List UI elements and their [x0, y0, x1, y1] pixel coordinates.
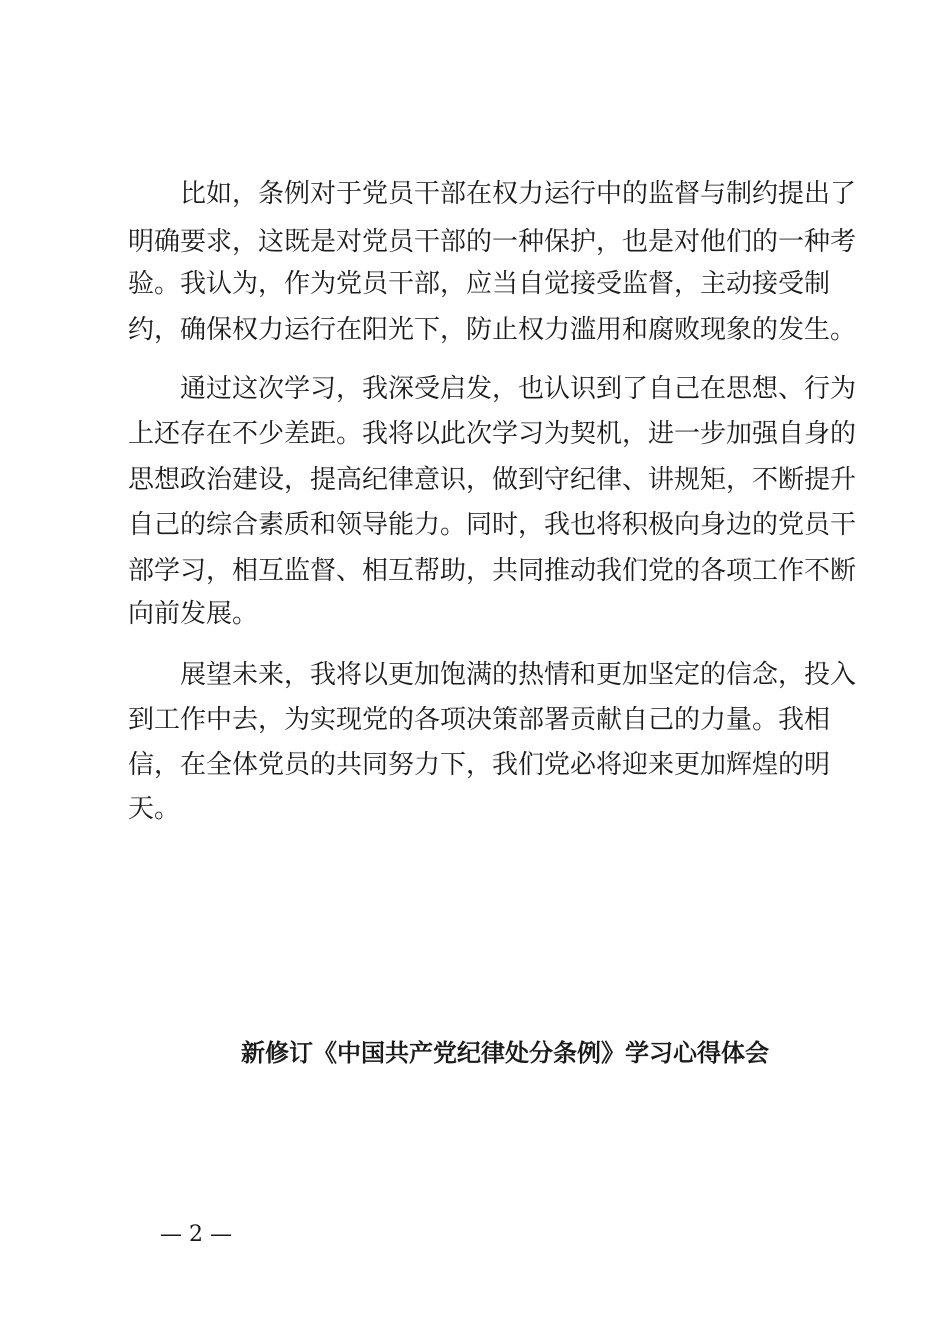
- paragraph-line: 明确要求，这既是对党员干部的一种保护，也是对他们的一种考: [128, 227, 857, 257]
- paragraph-line: 部学习，相互监督、相互帮助，共同推动我们党的各项工作不断: [128, 556, 857, 586]
- paragraph-line: 约，确保权力运行在阳光下，防止权力滥用和腐败现象的发生。: [128, 315, 857, 345]
- paragraph-line: 向前发展。: [128, 599, 259, 629]
- paragraph-line: 思想政治建设，提高纪律意识，做到守纪律、讲规矩，不断提升: [128, 465, 857, 495]
- paragraph-line: 自己的综合素质和领导能力。同时，我也将积极向身边的党员干: [128, 510, 857, 540]
- paragraph-line: 验。我认为，作为党员干部，应当自觉接受监督，主动接受制: [128, 269, 831, 299]
- paragraph-line: 通过这次学习，我深受启发，也认识到了自己在思想、行为: [180, 374, 857, 404]
- paragraph-line: 比如，条例对于党员干部在权力运行中的监督与制约提出了: [180, 179, 857, 209]
- paragraph-line: 信，在全体党员的共同努力下，我们党必将迎来更加辉煌的明: [128, 750, 831, 780]
- paragraph-line: 天。: [128, 794, 181, 824]
- page-number: — 2 —: [160, 1222, 232, 1247]
- paragraph-line: 展望未来，我将以更加饱满的热情和更加坚定的信念，投入: [180, 660, 857, 690]
- paragraph-line: 到工作中去，为实现党的各项决策部署贡献自己的力量。我相: [128, 705, 831, 735]
- paragraph-line: 上还存在不少差距。我将以此次学习为契机，进一步加强自身的: [128, 419, 857, 449]
- article-title: 新修订《中国共产党纪律处分条例》学习心得体会: [241, 1038, 769, 1067]
